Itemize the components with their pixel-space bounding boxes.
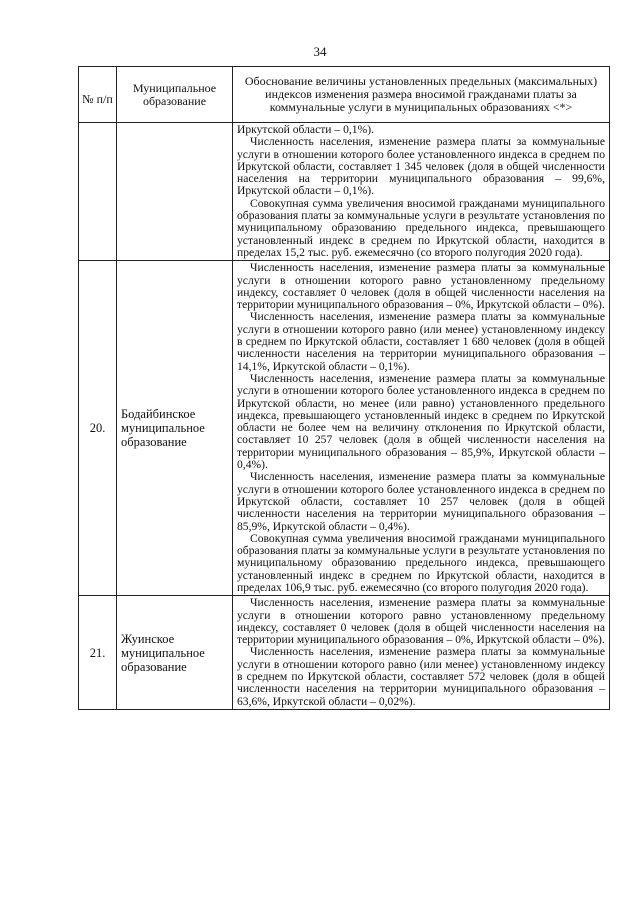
rationale-paragraph: Численность населения, изменение размера платы за коммунальные услуги в отношении которого более установленного индекса в среднем по Иркутской области, но менее (или равно) установленного предельного индекса, превышающего установленный индекс в среднем по Иркутской области не более чем на величину отклонения по Иркутской области, составляет 10 257 человек (доля в общей численности населения на территории муниципального образования – 85,9%, Иркутской области – 0,4%). — [237, 371, 605, 472]
rationale-paragraph: Совокупная сумма увеличения вносимой гражданами муниципального образования платы за коммунальные услуги в результате установления по муниципальному образованию предельного индекса, превышающего установленный индекс в среднем по Иркутской области, находится в пределах 15,2 тыс. руб. ежемесячно (со второго полугодия 2020 года). — [237, 196, 605, 259]
row-number: 21. — [79, 596, 117, 710]
table-row — [79, 123, 610, 261]
rationale-paragraph: Численность населения, изменение размера платы за коммунальные услуги в отношении которого равно установленному предельному индексу, составляет 0 человек (доля в общей численности населения на территории муниципального образования – 0%, Иркутской области – 0%). — [237, 596, 605, 647]
row-municipality: Жуинское муниципальное образование — [117, 596, 233, 710]
rationale-paragraph: Численность населения, изменение размера платы за коммунальные услуги в отношении которого более установленного индекса в среднем по Иркутской области, составляет 10 257 человек (доля в общей численности населения на территории муниципального образования – 85,9%, Иркутской области – 0,4%). — [237, 470, 605, 533]
header-rationale: Обоснование величины установленных предельных (максимальных) индексов изменения размера вносимой гражданами платы за коммунальные услуги в муниципальных образованиях <*> — [233, 67, 610, 123]
page-number: 34 — [313, 44, 327, 59]
row-municipality: Бодайбинское муниципальное образование — [117, 261, 233, 596]
rationale-paragraph: Численность населения, изменение размера платы за коммунальные услуги в отношении которого равно (или менее) установленному индексу в среднем по Иркутской области, составляет 1 680 человек (доля в общей численности населения на территории муниципального образования – 14,1%, Иркутской области – 0,1%). — [237, 310, 605, 373]
rationale-paragraph: Численность населения, изменение размера платы за коммунальные услуги в отношении которого равно установленному предельному индексу, составляет 0 человек (доля в общей численности населения на территории муниципального образования – 0%, Иркутской области – 0%). — [237, 261, 605, 312]
table-row — [79, 261, 610, 596]
rationale-paragraph: Иркутской области – 0,1%). — [237, 123, 374, 136]
rationale-paragraph: Совокупная сумма увеличения вносимой гражданами муниципального образования платы за коммунальные услуги в результате установления по муниципальному образованию предельного индекса, превышающего установленный индекс в среднем по Иркутской области, находится в пределах 106,9 тыс. руб. ежемесячно (со второго полугодия 2020 года). — [237, 531, 605, 594]
table-header-row — [79, 67, 610, 123]
rationale-paragraph: Численность населения, изменение размера платы за коммунальные услуги в отношении которого равно (или менее) установленному индексу в среднем по Иркутской области, составляет 572 человек (доля в общей численности населения на территории муниципального образования – 63,6%, Иркутской области – 0,02%). — [237, 645, 605, 708]
row-number: 20. — [79, 261, 117, 596]
row-rationale — [233, 123, 610, 261]
rationale-table — [78, 66, 610, 710]
row-rationale — [233, 261, 610, 596]
header-number: № п/п — [79, 67, 117, 123]
header-municipality: Муниципальное образование — [117, 67, 233, 123]
table-row — [79, 596, 610, 710]
row-rationale — [233, 596, 610, 710]
rationale-paragraph: Численность населения, изменение размера платы за коммунальные услуги в отношении которого более установленного индекса в среднем по Иркутской области, составляет 1 345 человек (доля в общей численности населения на территории муниципального образования – 99,6%, Иркутской области – 0,1%). — [237, 135, 605, 198]
row-number — [79, 123, 117, 261]
row-municipality — [117, 123, 233, 261]
